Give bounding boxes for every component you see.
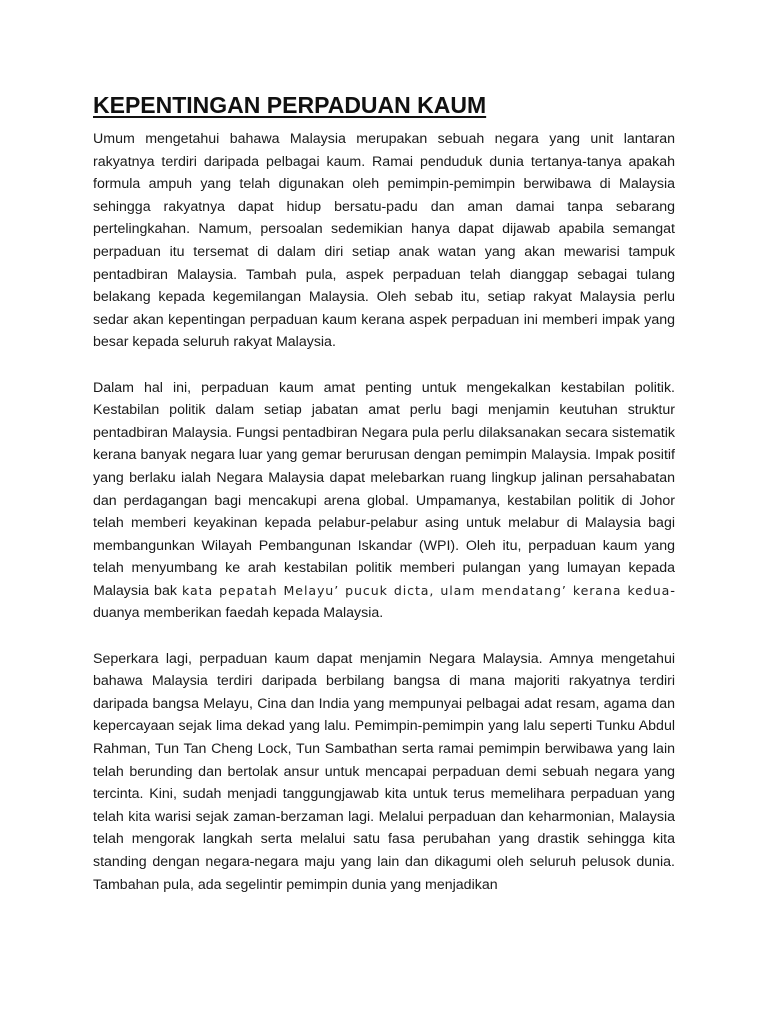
paragraph-political-stability [93, 377, 675, 626]
document-content [93, 88, 675, 919]
malay-proverb: kata pepatah Melayu’ pucuk dicta, ulam mendatang’ kerana kedua [182, 582, 671, 598]
paragraph-text-after: -duanya memberikan faedah kepada Malaysia. [93, 582, 675, 622]
paragraph-intro: Umum mengetahui bahawa Malaysia merupakan sebuah negara yang unit lantaran rakyatnya terdiri daripada pelbagai kaum. Ramai penduduk dunia tertanya-tanya apakah formula ampuh yang telah digunakan oleh pemimpin-pemimpin berwibawa di Malaysia sehingga rakyatnya dapat hidup bersatu-padu dan aman damai tanpa sebarang pertelingkahan. Namum, persoalan sedemikian hanya dapat dijawab apabila semangat perpaduan itu tersemat di dalam diri setiap anak watan yang akan mewarisi tampuk pentadbiran Malaysia. Tambah pula, aspek perpaduan telah dianggap sebagai tulang belakang kepada kegemilangan Malaysia. Oleh sebab itu, setiap rakyat Malaysia perlu sedar akan kepentingan perpaduan kaum kerana aspek perpaduan ini memberi impak yang besar kepada seluruh rakyat Malaysia. [93, 131, 675, 351]
paragraph-text-before: Dalam hal ini, perpaduan kaum amat penting untuk mengekalkan kestabilan politik. Kestabilan politik dalam setiap jabatan amat perlu bagi menjamin keutuhan struktur pentadbiran Malaysia. Fungsi pentadbiran Negara pula perlu dilaksanakan secara sistematik kerana banyak negara luar yang gemar berurusan dengan pemimpin Malaysia. Impak positif yang berlaku ialah Negara Malaysia dapat melebarkan ruang lingkup jalinan persahabatan dan perdagangan bagi mencakupi arena global. Umpamanya, kestabilan politik di Johor telah memberi keyakinan kepada pelabur-pelabur asing untuk melabur di Malaysia bagi membangunkan Wilayah Pembangunan Iskandar (WPI). Oleh itu, perpaduan kaum yang telah menyumbang ke arah kestabilan politik memberi pulangan yang lumayan kepada Malaysia bak [93, 379, 675, 599]
document-title: KEPENTINGAN PERPADUAN KAUM [93, 92, 487, 118]
paragraph-national-unity: Seperkara lagi, perpaduan kaum dapat menjamin Negara Malaysia. Amnya mengetahui bahawa Malaysia terdiri daripada berbilang bangsa di mana majoriti rakyatnya terdiri daripada bangsa Melayu, Cina dan India yang mempunyai pelbagai adat resam, agama dan kepercayaan sejak lima dekad yang lalu. Pemimpin-pemimpin yang lalu seperti Tunku Abdul Rahman, Tun Tan Cheng Lock, Tun Sambathan serta ramai pemimpin berwibawa yang lain telah berunding dan bertolak ansur untuk mencapai perpaduan demi sebuah negara yang tercinta. Kini, sudah menjadi tanggungjawab kita untuk terus memelihara perpaduan yang telah kita warisi sejak zaman-berzaman lagi. Melalui perpaduan dan keharmonian, Malaysia telah mengorak langkah serta melalui satu fasa perubahan yang drastik sehingga kita standing dengan negara-negara maju yang lain dan dikagumi oleh seluruh pelusok dunia. Tambahan pula, ada segelintir pemimpin dunia yang menjadikan [93, 650, 675, 893]
